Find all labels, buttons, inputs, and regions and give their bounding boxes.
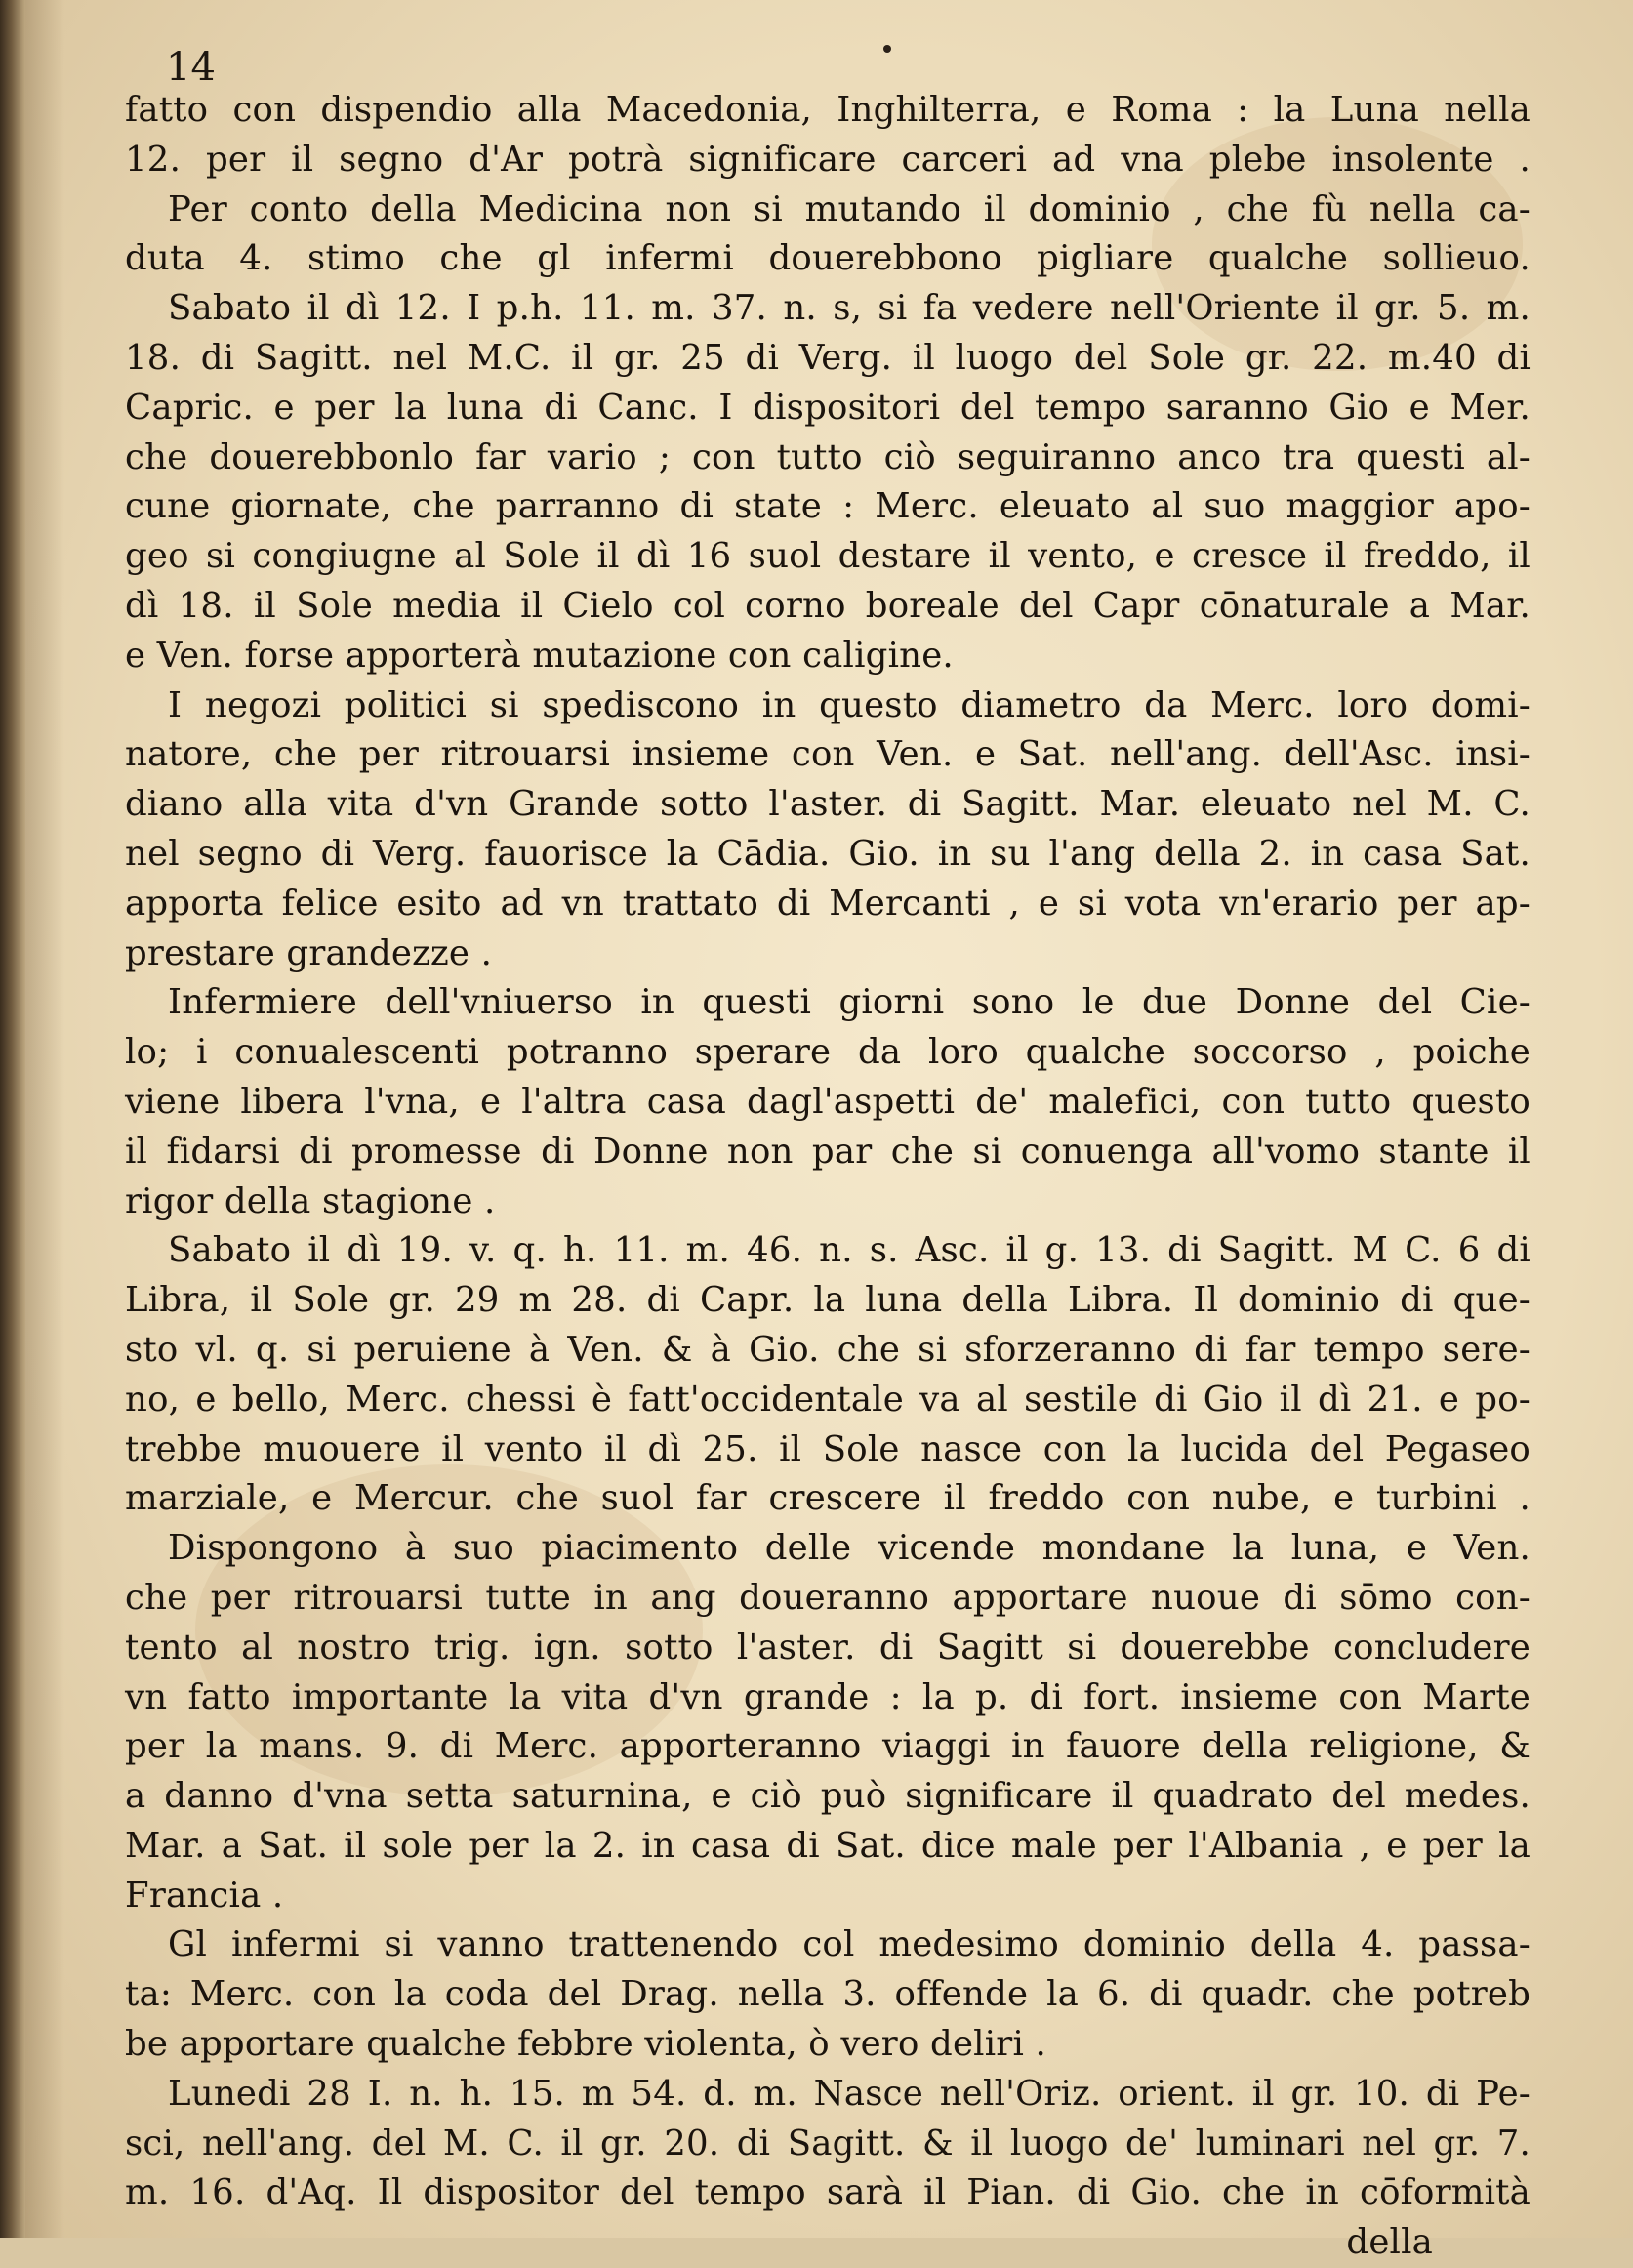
- text-line: Per conto della Medicina non si mutando il dominio , che fù nella ca-: [168, 188, 1531, 229]
- text-line: tento al nostro trig. ign. sotto l'aster. di Sagitt si douerebbe concludere: [125, 1627, 1531, 1668]
- text-line: vn fatto importante la vita d'vn grande : la p. di fort. insieme con Marte: [125, 1676, 1531, 1717]
- text-line: prestare grandezze .: [125, 932, 493, 973]
- text-line: sci, nell'ang. del M. C. il gr. 20. di Sagitt. & il luogo de' luminari nel gr. 7.: [125, 2123, 1531, 2164]
- binding-gutter: [0, 0, 25, 2238]
- text-line: e Ven. forse apporterà mutazione con caligine.: [125, 635, 954, 676]
- text-line: dì 18. il Sole media il Cielo col corno boreale del Capr cōnaturale a Mar.: [125, 585, 1531, 626]
- text-line: Lunedi 28 I. n. h. 15. m 54. d. m. Nasce nell'Oriz. orient. il gr. 10. di Pe-: [168, 2073, 1531, 2114]
- text-line: geo si congiugne al Sole il dì 16 suol destare il vento, e cresce il freddo, il: [125, 536, 1531, 577]
- text-line: Mar. a Sat. il sole per la 2. in casa di Sat. dice male per l'Albania , e per la: [125, 1825, 1531, 1866]
- text-line: m. 16. d'Aq. Il dispositor del tempo sarà il Pian. di Gio. che in cōformità: [125, 2172, 1531, 2213]
- text-line: 12. per il segno d'Ar potrà significare carceri ad vna plebe insolente .: [125, 139, 1531, 180]
- text-line: natore, che per ritrouarsi insieme con Ven. e Sat. nell'ang. dell'Asc. insi-: [125, 734, 1531, 775]
- text-line: Dispongono à suo piacimento delle vicende mondane la luna, e Ven.: [168, 1528, 1531, 1569]
- text-line: diano alla vita d'vn Grande sotto l'aster. di Sagitt. Mar. eleuato nel M. C.: [125, 784, 1531, 825]
- text-line: lo; i conualescenti potranno sperare da loro qualche soccorso , poiche: [125, 1032, 1531, 1073]
- catchword: della: [1346, 2222, 1433, 2263]
- text-line: rigor della stagione .: [125, 1180, 496, 1221]
- text-line: Francia .: [125, 1875, 284, 1916]
- text-line: Sabato il dì 19. v. q. h. 11. m. 46. n. s. Asc. il g. 13. di Sagitt. M C. 6 di: [168, 1230, 1531, 1271]
- text-line: trebbe muouere il vento il dì 25. il Sole nasce con la lucida del Pegaseo: [125, 1428, 1531, 1469]
- text-line: nel segno di Verg. fauorisce la Cādia. Gio. in su l'ang della 2. in casa Sat.: [125, 833, 1531, 874]
- text-line: no, e bello, Merc. chessi è fatt'occidentale va al sestile di Gio il dì 21. e po-: [125, 1379, 1531, 1420]
- text-line: ta: Merc. con la coda del Drag. nella 3. offende la 6. di quadr. che potreb: [125, 1974, 1531, 2015]
- text-line: sto vl. q. si peruiene à Ven. & à Gio. che si sforzeranno di far tempo sere-: [125, 1329, 1531, 1370]
- text-line: per la mans. 9. di Merc. apporteranno viaggi in fauore della religione, &: [125, 1726, 1531, 1767]
- text-line: Libra, il Sole gr. 29 m 28. di Capr. la luna della Libra. Il dominio di que-: [125, 1280, 1531, 1321]
- ink-dot: [883, 45, 891, 53]
- text-line: I negozi politici si spediscono in questo diametro da Merc. loro domi-: [168, 684, 1531, 725]
- text-line: marziale, e Mercur. che suol far crescere il freddo con nube, e turbini .: [125, 1478, 1531, 1519]
- text-line: cune giornate, che parranno di state : Merc. eleuato al suo maggior apo-: [125, 486, 1531, 527]
- text-line: Gl infermi si vanno trattenendo col medesimo dominio della 4. passa-: [168, 1924, 1531, 1965]
- page-number: 14: [166, 45, 216, 90]
- text-line: duta 4. stimo che gl infermi douerebbono pigliare qualche sollieuo.: [125, 238, 1531, 279]
- body-text: [125, 86, 1531, 2268]
- text-line: apporta felice esito ad vn trattato di Mercanti , e si vota vn'erario per ap-: [125, 883, 1531, 924]
- text-line: viene libera l'vna, e l'altra casa dagl'aspetti de' malefici, con tutto questo: [125, 1081, 1531, 1122]
- text-line: che douerebbonlo far vario ; con tutto ciò seguiranno anco tra questi al-: [125, 436, 1531, 477]
- text-line: fatto con dispendio alla Macedonia, Inghilterra, e Roma : la Luna nella: [125, 90, 1531, 130]
- page-edge-shadow: [25, 0, 64, 2238]
- text-line: Sabato il dì 12. I p.h. 11. m. 37. n. s, si fa vedere nell'Oriente il gr. 5. m.: [168, 288, 1531, 329]
- text-line: a danno d'vna setta saturnina, e ciò può significare il quadrato del medes.: [125, 1776, 1531, 1817]
- text-line: il fidarsi di promesse di Donne non par che si conuenga all'vomo stante il: [125, 1131, 1531, 1172]
- text-line: che per ritrouarsi tutte in ang doueranno apportare nuoue di sōmo con-: [125, 1577, 1531, 1618]
- text-line: be apportare qualche febbre violenta, ò vero deliri .: [125, 2024, 1046, 2065]
- text-line: 18. di Sagitt. nel M.C. il gr. 25 di Verg. il luogo del Sole gr. 22. m.40 di: [125, 337, 1531, 378]
- text-line: Capric. e per la luna di Canc. I dispositori del tempo saranno Gio e Mer.: [125, 387, 1531, 428]
- text-line: Infermiere dell'vniuerso in questi giorni sono le due Donne del Cie-: [168, 982, 1531, 1023]
